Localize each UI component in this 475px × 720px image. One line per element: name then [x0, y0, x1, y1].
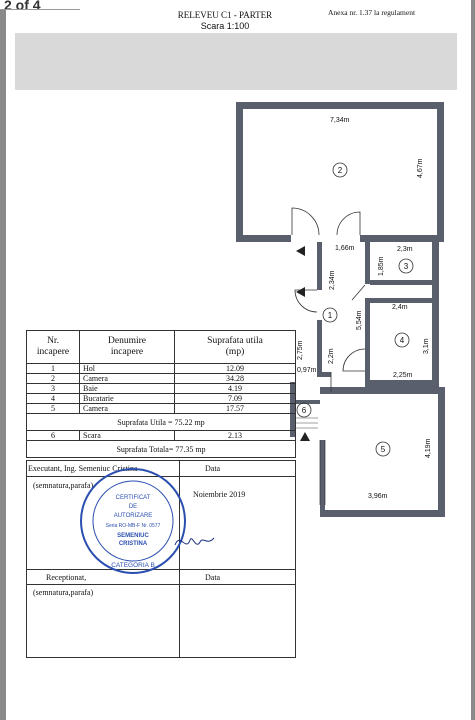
- stamp-text: AUTORIZARE: [113, 513, 153, 519]
- cell-nr: 5: [27, 404, 80, 414]
- cell-nr: 4: [27, 394, 80, 404]
- cell-area: 12.09: [175, 364, 296, 374]
- dimension-label: 2,25m: [393, 372, 413, 379]
- stamp-ring-text: CATEGORIA B: [111, 562, 155, 569]
- executant-sign-label: (semnatura,parafa): [33, 481, 94, 490]
- dimension-label: 5,54m: [356, 310, 363, 330]
- rooms-table: [26, 330, 296, 458]
- data-label-2: Data: [205, 573, 221, 582]
- table-row: [27, 364, 296, 374]
- cell-name: Scara: [80, 431, 175, 441]
- cell-area: 17.57: [175, 404, 296, 414]
- col-header-nr: Nr. incapere: [27, 331, 80, 364]
- table-row: [27, 404, 296, 414]
- table-row: [27, 431, 296, 441]
- room-number: 4: [399, 336, 405, 345]
- scale-text: Scara 1:100: [200, 21, 250, 31]
- table-row: [27, 384, 296, 394]
- cell-area: 7.09: [175, 394, 296, 404]
- cell-name: Hol: [80, 364, 175, 374]
- stair-treads: [295, 418, 318, 428]
- dimension-label: 2,2m: [328, 348, 335, 364]
- dimension-label: 4,19m: [425, 438, 432, 458]
- title-text: RELEVEU C1 - PARTER: [177, 10, 273, 20]
- executant-label: Executant, Ing. Semeniuc Cristina: [28, 464, 138, 473]
- dimension-label: 2,75m: [297, 340, 304, 360]
- cell-name: Bucatarie: [80, 394, 175, 404]
- dimension-label: 2,3m: [397, 246, 413, 253]
- stamp-text: Seria RO-MB-F Nr. 0577: [105, 523, 161, 529]
- dimension-label: 1,66m: [335, 245, 355, 252]
- cell-name: Camera: [80, 374, 175, 384]
- executant-date: Noiembrie 2019: [193, 490, 246, 499]
- dimension-label: 7,34m: [330, 117, 350, 124]
- stamp-text: CRISTINA: [118, 541, 148, 547]
- room-number: 5: [380, 445, 386, 454]
- grand-total-row: [27, 441, 296, 458]
- arrow-icon: [300, 432, 310, 441]
- dimension-label: 2,4m: [392, 304, 408, 311]
- dimension-label: 3,96m: [368, 493, 388, 500]
- stamp-text: DE: [128, 504, 138, 510]
- cell-area: 2.13: [175, 431, 296, 441]
- handwritten-signature: [172, 530, 217, 555]
- cell-nr: 6: [27, 431, 80, 441]
- dimension-label: 1,85m: [378, 256, 385, 276]
- page-indicator: 2 of 4: [0, 0, 80, 10]
- authorization-stamp: [75, 463, 195, 583]
- col-header-name: Denumire incapere: [80, 331, 175, 364]
- receptionat-sign-label: (semnatura,parafa): [33, 588, 94, 597]
- room-number: 2: [337, 166, 343, 175]
- room-number: 3: [403, 262, 409, 271]
- annex-reference: Anexa nr. 1.37 la regulament: [328, 8, 416, 17]
- stamp-text: SEMENIUC: [117, 533, 149, 539]
- dimension-label: 2,34m: [329, 270, 336, 290]
- data-label: Data: [205, 464, 221, 473]
- divider: [26, 584, 296, 585]
- cell-area: 4.19: [175, 384, 296, 394]
- table-row: [27, 374, 296, 384]
- room-number: 6: [301, 406, 307, 415]
- cell-nr: 1: [27, 364, 80, 374]
- cell-nr: 2: [27, 374, 80, 384]
- room-number: 1: [327, 311, 333, 320]
- cell-name: Camera: [80, 404, 175, 414]
- cell-area: 34.28: [175, 374, 296, 384]
- useful-total-row: [27, 414, 296, 431]
- dimension-label: 4,67m: [417, 158, 424, 178]
- arrow-icon: [296, 287, 305, 297]
- stamp-text: CERTIFICAT: [115, 495, 151, 501]
- receptionat-label: Receptionat,: [46, 573, 87, 582]
- dimension-label: 3,1m: [423, 338, 430, 354]
- cell-name: Baie: [80, 384, 175, 394]
- cell-nr: 3: [27, 384, 80, 394]
- arrow-icon: [296, 246, 305, 256]
- table-row: [27, 394, 296, 404]
- useful-total: Suprafata Utila = 75.22 mp: [27, 414, 296, 431]
- dimension-label: 0,97m: [297, 367, 317, 374]
- grand-total: Suprafata Totala= 77.35 mp: [27, 441, 296, 458]
- col-header-area: Suprafata utila (mp): [175, 331, 296, 364]
